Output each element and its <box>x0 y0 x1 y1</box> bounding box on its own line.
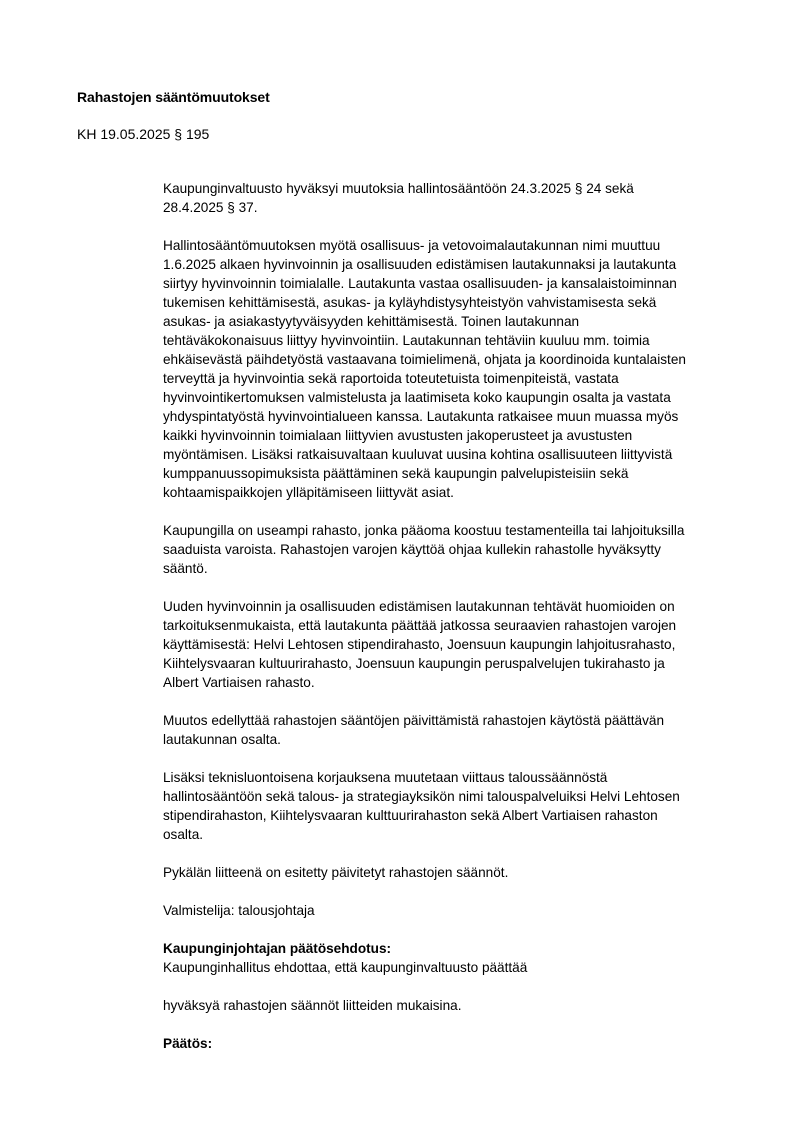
text-line: myöntämisen. Lisäksi ratkaisuvaltaan kuuluvat uusina kohtina osallisuuteen liittyvistä <box>163 447 673 462</box>
text-line: Kaupungilla on useampi rahasto, jonka pääoma koostuu testamenteilla tai lahjoituksilla <box>163 523 685 538</box>
text-line: hyvinvointikertomuksen valmistelusta ja laatimiseta koko kaupungin osalta ja vastata <box>163 390 671 405</box>
paragraph-attachment-note <box>163 863 763 882</box>
proposal-action: hyväksyä rahastojen säännöt liitteiden mukaisina. <box>163 998 462 1013</box>
text-line: stipendirahaston, Kiihtelysvaaran kulttuurirahaston sekä Albert Vartiaisen rahaston <box>163 808 658 823</box>
text-line: Uuden hyvinvoinnin ja osallisuuden edistämisen lautakunnan tehtävät huomioiden on <box>163 599 675 614</box>
text-line: Kaupunginvaltuusto hyväksyi muutoksia hallintosääntöön 24.3.2025 § 24 sekä <box>163 181 634 196</box>
paragraph-rule-update <box>163 711 763 749</box>
proposal-heading: Kaupunginjohtajan päätösehdotus: <box>163 941 392 956</box>
text-line: Kiihtelysvaaran kultuurirahasto, Joensuun kaupungin peruspalvelujen tukirahasto ja <box>163 656 665 671</box>
text-line: terveyttä ja hyvinvointia sekä raportoida toteutetuista toimenpiteistä, vastata <box>163 371 619 386</box>
text-line: Muutos edellyttää rahastojen sääntöjen päivittämistä rahastojen käytöstä päättävän <box>163 713 665 728</box>
text-line: kumppanuussopimuksista päättäminen sekä kaupungin palvelupisteisiin sekä <box>163 466 629 481</box>
paragraph-technical-correction <box>163 768 763 844</box>
text-line: lautakunnan osalta. <box>163 732 281 747</box>
document-body <box>163 179 763 1053</box>
text-line: Lisäksi teknisluontoisena korjauksena muutetaan viittaus taloussäännöstä <box>163 770 608 785</box>
paragraph-board-change <box>163 236 763 502</box>
proposal-action-block <box>163 996 763 1015</box>
paragraph-fund-list <box>163 597 763 692</box>
text-line: yhdyspintatyöstä hyvinvointialueen kanssa. Lautakunta ratkaisee muun muassa myös <box>163 409 679 424</box>
proposal-intro: Kaupunginhallitus ehdottaa, että kaupunginvaltuusto päättää <box>163 960 528 975</box>
text-line: Albert Vartiaisen rahasto. <box>163 675 315 690</box>
text-line: ehkäisevästä päihdetyöstä vastaavana toimielimenä, ohjata ja koordinoida kuntalaisten <box>163 352 686 367</box>
text-line: Valmistelija: talousjohtaja <box>163 903 315 918</box>
text-line: 1.6.2025 alkaen hyvinvoinnin ja osallisuuden edistämisen lautakunnaksi ja lautakunta <box>163 257 677 272</box>
text-line: käyttämisestä: Helvi Lehtosen stipendirahasto, Joensuun kaupungin lahjoitusrahasto, <box>163 637 676 652</box>
text-line: 28.4.2025 § 37. <box>163 200 258 215</box>
text-line: saaduista varoista. Rahastojen varojen käyttöä ohjaa kullekin rahastolle hyväksytty <box>163 542 661 557</box>
paragraph-preparer <box>163 901 763 920</box>
paragraph-funds-overview <box>163 521 763 578</box>
meeting-reference: KH 19.05.2025 § 195 <box>77 126 210 142</box>
text-line: siirtyy hyvinvoinnin toimialalle. Lautakunta vastaa osallisuuden- ja kansalaistoiminnan <box>163 276 677 291</box>
text-line: sääntö. <box>163 561 208 576</box>
text-line: kohtaamispaikkojen ylläpitämiseen liittyvät asiat. <box>163 485 454 500</box>
decision-section <box>163 1034 763 1053</box>
text-line: tukemisen kehittämisestä, asukas- ja kyläyhdistysyhteistyön vahvistamisesta sekä <box>163 295 657 310</box>
decision-heading: Päätös: <box>163 1036 213 1051</box>
document-title: Rahastojen sääntömuutokset <box>77 89 270 105</box>
text-line: hallintosääntöön sekä talous- ja strategiayksikön nimi talouspalveluiksi Helvi Lehtosen <box>163 789 680 804</box>
text-line: Hallintosääntömuutoksen myötä osallisuus- ja vetovoimalautakunnan nimi muuttuu <box>163 238 661 253</box>
proposal-section <box>163 939 763 977</box>
text-line: asukas- ja asiakastyytyväisyyden kehittämisestä. Toinen lautakunnan <box>163 314 580 329</box>
text-line: Pykälän liitteenä on esitetty päivitetyt rahastojen säännöt. <box>163 865 509 880</box>
paragraph-amendments <box>163 179 763 217</box>
text-line: tehtäväkokonaisuus liittyy hyvinvointiin. Lautakunnan tehtäviin kuuluu mm. toimia <box>163 333 650 348</box>
text-line: osalta. <box>163 827 204 842</box>
text-line: tarkoituksenmukaista, että lautakunta päättää jatkossa seuraavien rahastojen varojen <box>163 618 677 633</box>
text-line: kaikki hyvinvoinnin toimialaan liittyvien avustusten jakoperusteet ja avustusten <box>163 428 633 443</box>
